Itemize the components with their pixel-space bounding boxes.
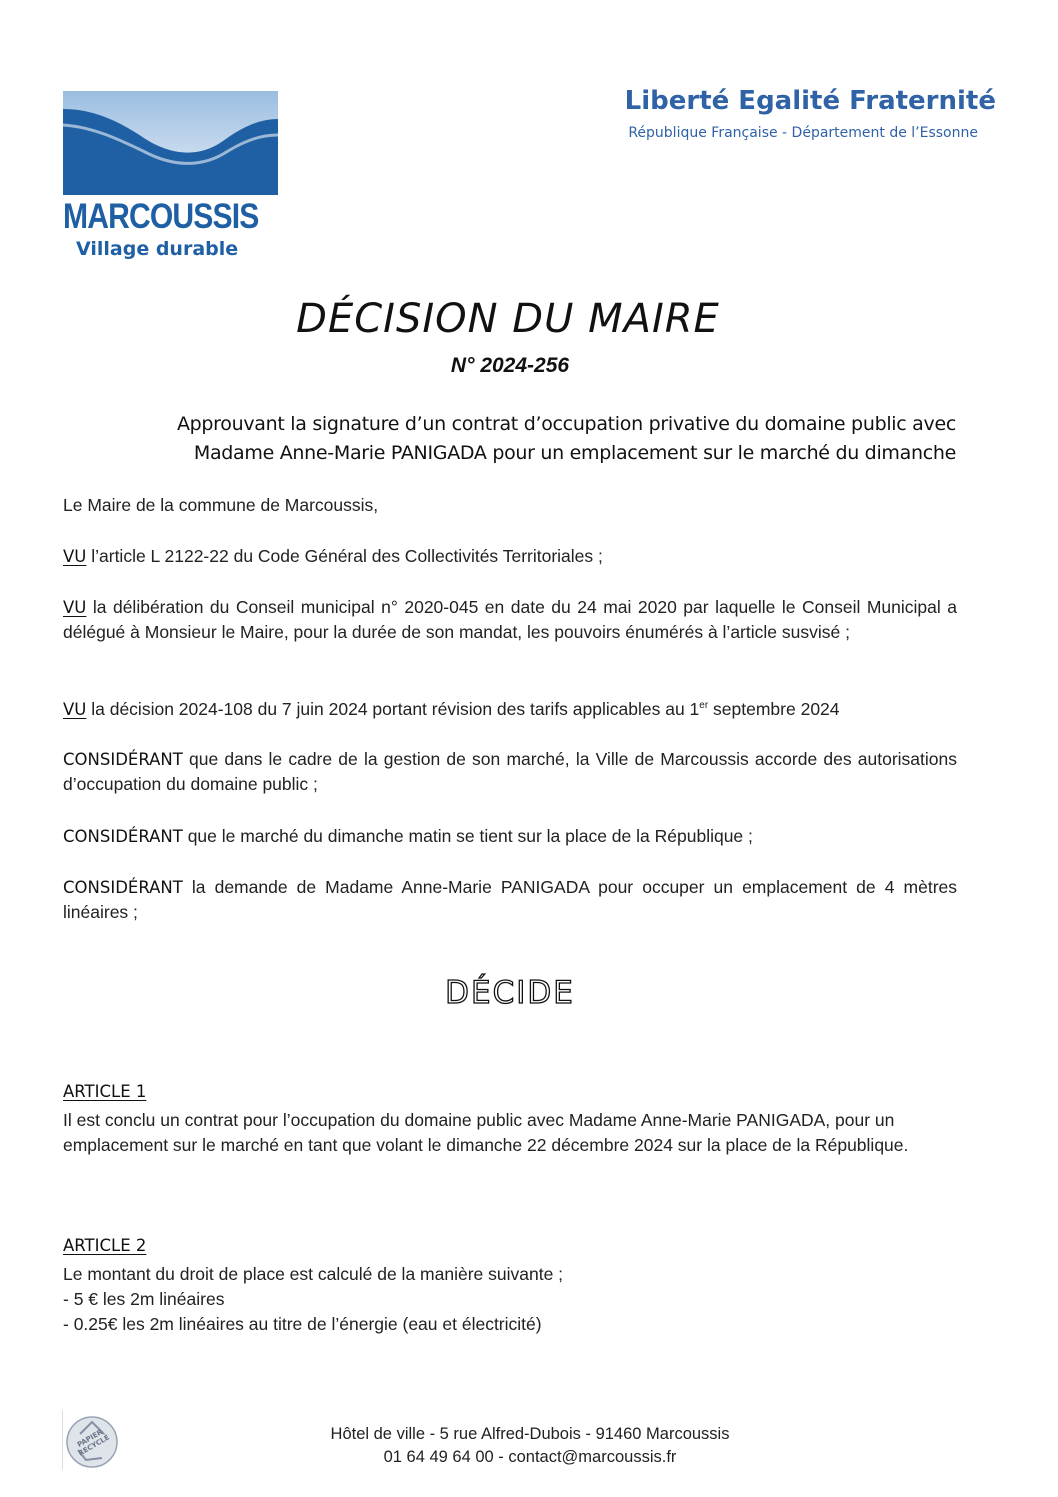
republic-motto: Liberté Egalité Fraternité (624, 86, 996, 116)
footer-address: Hôtel de ville - 5 rue Alfred-Dubois - 91460 Marcoussis (330, 1425, 730, 1443)
considerant-text: que le marché du dimanche matin se tient sur la place de la République ; (182, 826, 753, 846)
logo-tagline: Village durable (76, 238, 239, 260)
decide-heading: DÉCIDE (445, 975, 575, 1011)
article-2-line: - 0.25€ les 2m linéaires au titre de l’énergie (eau et électricité) (63, 1314, 542, 1334)
decision-number: N° 2024-256 (450, 354, 570, 377)
article-2-line: - 5 € les 2m linéaires (63, 1289, 225, 1309)
considerant-text: la demande de Madame Anne-Marie PANIGADA pour occuper un emplacement de 4 mètres linéaires ; (63, 877, 957, 922)
article-2-heading: ARTICLE 2 (63, 1236, 147, 1255)
wave-emblem-icon (63, 91, 278, 195)
vu-keyword: VU (63, 598, 87, 617)
document-title: DÉCISION DU MAIRE (296, 296, 720, 342)
considerant-keyword: CONSIDÉRANT (63, 750, 183, 769)
considerant-keyword: CONSIDÉRANT (63, 827, 183, 846)
vu-keyword: VU (63, 547, 87, 566)
considerant-paragraph-2 (63, 824, 957, 849)
vu-text: la décision 2024-108 du 7 juin 2024 portant révision des tarifs applicables au 1 (86, 699, 700, 719)
subject-line-1: Approuvant la signature d’un contrat d’occupation privative du domaine public avec (176, 413, 956, 435)
considerant-paragraph-3 (63, 875, 957, 925)
considerant-keyword: CONSIDÉRANT (63, 878, 183, 897)
logo-name: MARCOUSSIS (63, 197, 259, 236)
stamp-text: PAPIER RECYCLÉ (75, 1428, 111, 1458)
vu-text: la délibération du Conseil municipal n° 2020-045 en date du 24 mai 2020 par laquelle le Conseil Municipal a délégué à Monsieur le Maire, pour la durée de son mandat, les pouvoirs énumérés à l’article susvisé ; (63, 597, 957, 642)
republic-subtitle: République Française - Département de l’Essonne (628, 125, 978, 141)
marcoussis-logo (63, 91, 278, 266)
article-2-body (63, 1262, 957, 1337)
article-1-heading: ARTICLE 1 (63, 1082, 147, 1101)
article-1-text: Il est conclu un contrat pour l’occupation du domaine public avec Madame Anne-Marie PANIGADA, pour un emplacement sur le marché en tant que volant le dimanche 22 décembre 2024 sur la place de la République. (63, 1110, 909, 1155)
vu-keyword: VU (63, 700, 87, 719)
vu-paragraph-3 (63, 697, 957, 722)
article-2-line: Le montant du droit de place est calculé de la manière suivante ; (63, 1264, 564, 1284)
vu-paragraph-2 (63, 595, 957, 645)
ordinal-superscript: er (699, 700, 709, 712)
considerant-text: que dans le cadre de la gestion de son marché, la Ville de Marcoussis accorde des autorisations d’occupation du domaine public ; (63, 749, 957, 794)
vu-paragraph-1 (63, 544, 957, 569)
subject-line-2: Madame Anne-Marie PANIGADA pour un emplacement sur le marché du dimanche (193, 442, 956, 464)
footer-contact: 01 64 49 64 00 - contact@marcoussis.fr (383, 1448, 677, 1466)
decision-subject (90, 410, 956, 468)
vu-text-end: septembre 2024 (708, 699, 840, 719)
vu-text: l’article L 2122-22 du Code Général des Collectivités Territoriales ; (86, 546, 603, 566)
considerant-paragraph-1 (63, 747, 957, 797)
intro-paragraph: Le Maire de la commune de Marcoussis, (63, 495, 379, 515)
